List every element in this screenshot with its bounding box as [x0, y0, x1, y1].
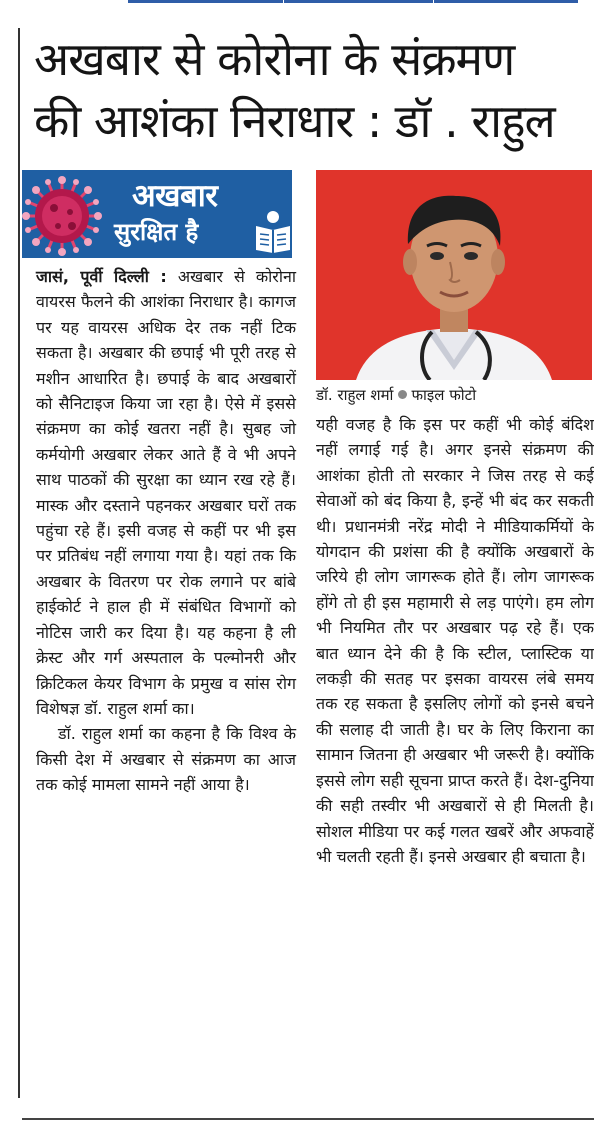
article-paragraph-3: यही वजह है कि इस पर कहीं भी कोई बंदिश नहीं लगाई गई है। अगर इनसे संक्रमण की आशंका होती तो सरकार ने जिस तरह से कई सेवाओं को बंद किया है, इन्हें भी बंद कर सकती थी। प्रधानमंत्री नरेंद्र मोदी ने मीडियाकर्मियों के योगदान की प्रशंसा की है क्योंकि अखबारों के जरिये ही लोग जागरूक होते हैं। लोग जागरूक होंगे तो ही इस महामारी से लड़ पाएंगे। हम लोग भी नियमित तौर पर अखबार पढ़ रहे हैं। एक बात ध्यान देने की है कि स्टील, प्लास्टिक या लकड़ी की सतह पर इसका वायरस लंबे समय तक रह सकता है इसलिए लोगों को इनसे बचने की सलाह दी जाती है। घर के लिए किराना का सामान जितना ही अखबार भी जरूरी है। क्योंकि इससे लोग सही सूचना प्राप्त करते हैं। देश-दुनिया की सही तस्वीर भी अखबारों से ही मिलती है। सोशल मीडिया पर कई गलत खबरें और अफवाहें भी चलती रहती हैं। इनसे अखबार ही बचाता है।	[316, 415, 594, 866]
headline-line-2: की आशंका निराधार : डॉ . राहुल	[34, 94, 555, 148]
top-color-rule	[128, 0, 578, 3]
coronavirus-icon	[22, 176, 102, 256]
bottom-rule	[22, 1118, 594, 1120]
photo-caption	[316, 384, 476, 406]
article-paragraph-1	[36, 264, 296, 721]
banner-word-newspaper: अखबार	[132, 178, 218, 214]
caption-credit: फाइल फोटो	[411, 386, 477, 404]
article-column-right	[316, 412, 594, 869]
caption-name: डॉ. राहुल शर्मा	[316, 386, 394, 404]
left-column-rule	[18, 28, 20, 1098]
dateline: जासं, पूर्वी दिल्ली :	[36, 267, 167, 286]
headline	[34, 28, 594, 152]
banner-word-safe: सुरक्षित है	[114, 218, 199, 246]
article-paragraph-2: डॉ. राहुल शर्मा का कहना है कि विश्व के किसी देश में अखबार से संक्रमण का आज तक कोई मामला सामने नहीं आया है।	[36, 724, 296, 795]
headline-line-1: अखबार से कोरोना के संक्रमण	[34, 32, 515, 86]
bullet-dot-icon	[398, 390, 407, 399]
newspaper-reader-icon	[254, 210, 292, 254]
doctor-photo	[316, 170, 592, 380]
doctor-portrait-image	[316, 170, 592, 380]
safety-banner	[22, 170, 292, 258]
paragraph-1-text: अखबार से कोरोना वायरस फैलने की आशंका निराधार है। कागज पर यह वायरस अधिक देर तक नहीं टिक सकता है। अखबार की छपाई भी पूरी तरह से मशीन आधारित है। छपाई के बाद अखबारों को सैनिटाइज किया जा रहा है। ऐसे में इससे संक्रमण का कोई खतरा नहीं है। सुबह जो कर्मयोगी अखबार लेकर आते हैं वे भी अपने साथ पाठकों की सुरक्षा का ध्यान रख रहे हैं। मास्क और दस्ताने पहनकर अखबार घरों तक पहुंचा रहे हैं। इसी वजह से कहीं पर भी इस पर प्रतिबंध नहीं लगाया गया है। यहां तक कि अखबार के वितरण पर रोक लगाने पर बांबे हाईकोर्ट ने हाल ही में संबंधित विभागों को नोटिस जारी कर दिया है। यह कहना है ली क्रेस्ट और गर्ग अस्पताल के पल्मोनरी और क्रिटिकल केयर विभाग के प्रमुख व सांस रोग विशेषज्ञ डॉ. राहुल शर्मा का।	[36, 267, 296, 718]
article-column-left	[36, 264, 296, 798]
